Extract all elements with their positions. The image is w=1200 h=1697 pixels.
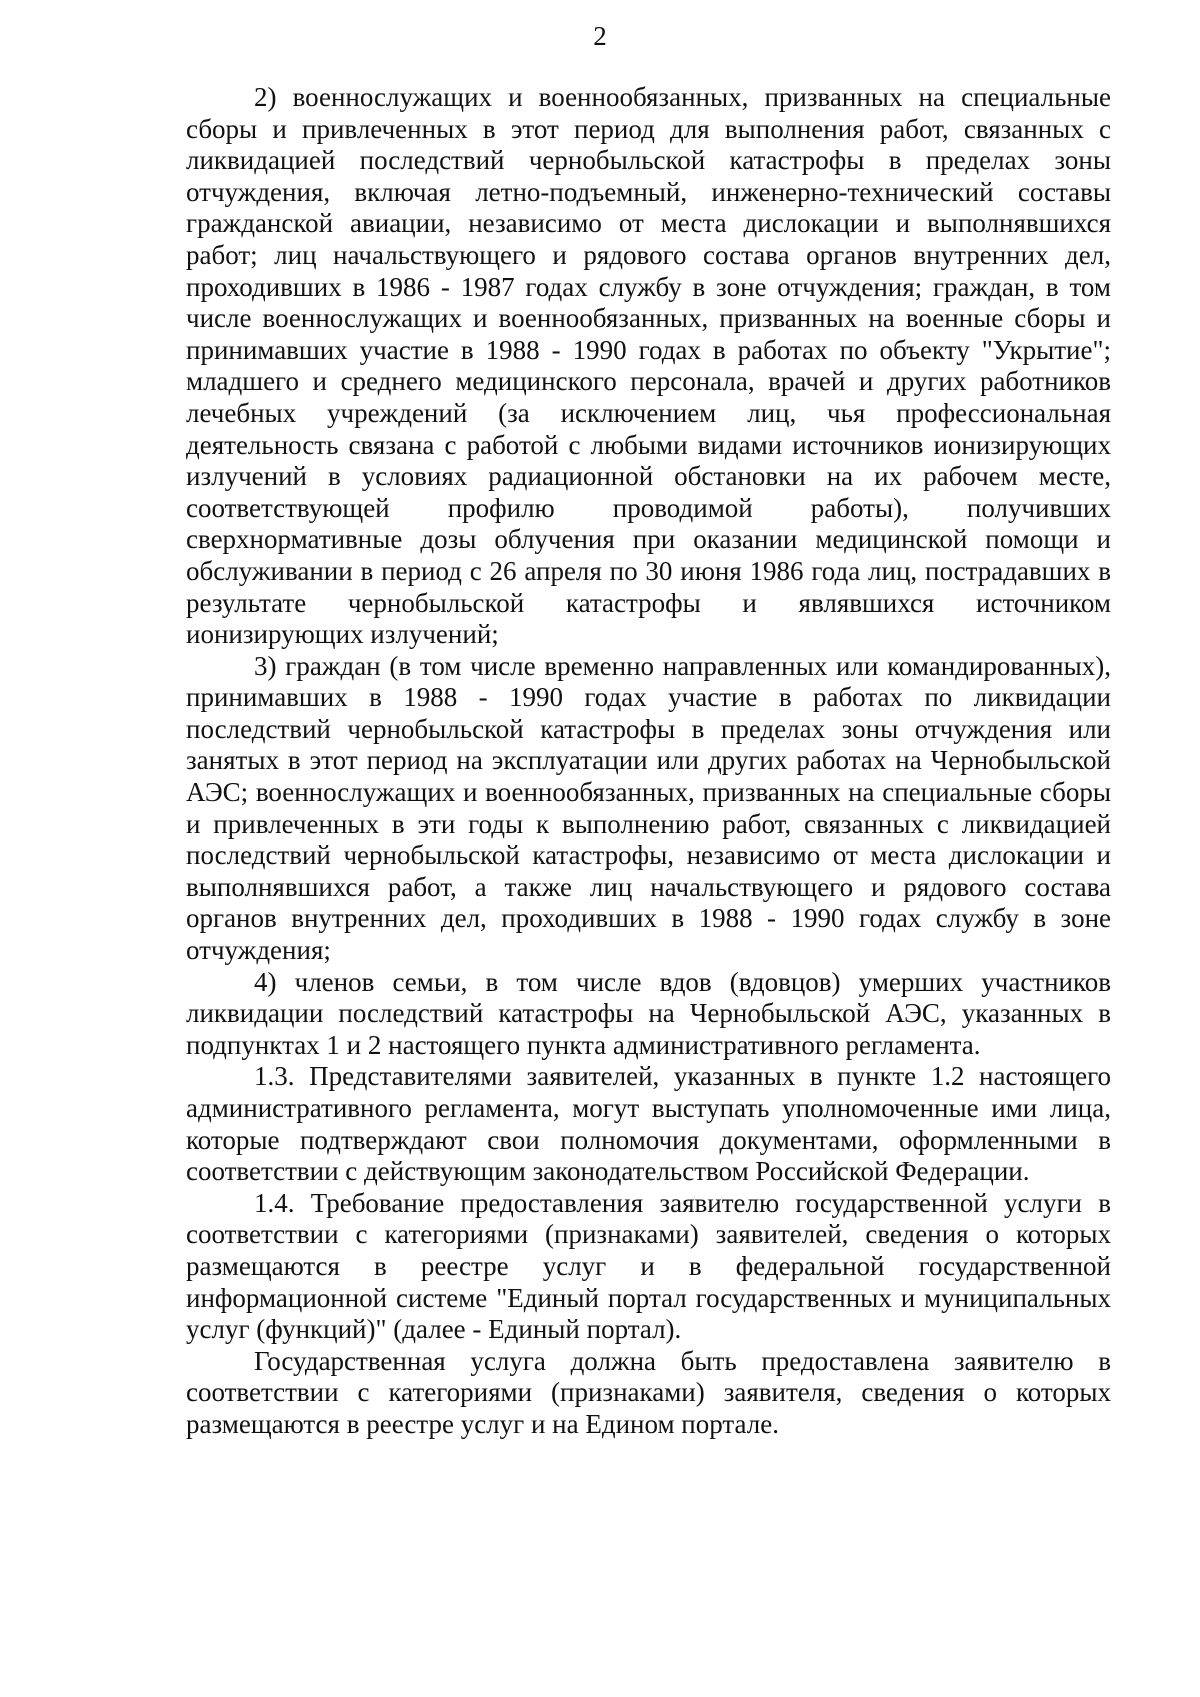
paragraph-1-4-requirement: 1.4. Требование предоставления заявителю государственной услуги в соответствии с категориями (признаками) заявителей, сведения о которых размещаются в реестре услуг и в федеральной государственной информационной системе "Единый портал государственных и муниципальных услуг (функций)" (далее - Единый портал).: [186, 1187, 1111, 1345]
paragraph-item-4: 4) членов семьи, в том числе вдов (вдовцов) умерших участников ликвидации последствий катастрофы на Чернобыльской АЭС, указанных в подпунктах 1 и 2 настоящего пункта административного регламента.: [186, 966, 1111, 1060]
document-body: [186, 82, 1111, 1441]
paragraph-item-2: 2) военнослужащих и военнообязанных, призванных на специальные сборы и привлеченных в этот период для выполнения работ, связанных с ликвидацией последствий чернобыльской катастрофы в пределах зоны отчуждения, включая летно-подъемный, инженерно-технический составы гражданской авиации, независимо от места дислокации и выполнявшихся работ; лиц начальствующего и рядового состава органов внутренних дел, проходивших в 1986 - 1987 годах службу в зоне отчуждения; граждан, в том числе военнослужащих и военнообязанных, призванных на военные сборы и принимавших участие в 1988 - 1990 годах в работах по объекту "Укрытие"; младшего и среднего медицинского персонала, врачей и других работников лечебных учреждений (за исключением лиц, чья профессиональная деятельность связана с работой с любыми видами источников ионизирующих излучений в условиях радиационной обстановки на их рабочем месте, соответствующей профилю проводимой работы), получивших сверхнормативные дозы облучения при оказании медицинской помощи и обслуживании в период с 26 апреля по 30 июня 1986 года лиц, пострадавших в результате чернобыльской катастрофы и являвшихся источником ионизирующих излучений;: [186, 82, 1111, 650]
page-number: 2: [593, 21, 607, 51]
paragraph-1-3-representatives: 1.3. Представителями заявителей, указанных в пункте 1.2 настоящего административного регламента, могут выступать уполномоченные ими лица, которые подтверждают свои полномочия документами, оформленными в соответствии с действующим законодательством Российской Федерации.: [186, 1061, 1111, 1187]
paragraph-item-3: 3) граждан (в том числе временно направленных или командированных), принимавших в 1988 - 1990 годах участие в работах по ликвидации последствий чернобыльской катастрофы в пределах зоны отчуждения или занятых в этот период на эксплуатации или других работах на Чернобыльской АЭС; военнослужащих и военнообязанных, призванных на специальные сборы и привлеченных в эти годы к выполнению работ, связанных с ликвидацией последствий чернобыльской катастрофы, независимо от места дислокации и выполнявшихся работ, а также лиц начальствующего и рядового состава органов внутренних дел, проходивших в 1988 - 1990 годах службу в зоне отчуждения;: [186, 650, 1111, 966]
paragraph-service-provision: Государственная услуга должна быть предоставлена заявителю в соответствии с категориями (признаками) заявителя, сведения о которых размещаются в реестре услуг и на Едином портале.: [186, 1345, 1111, 1439]
